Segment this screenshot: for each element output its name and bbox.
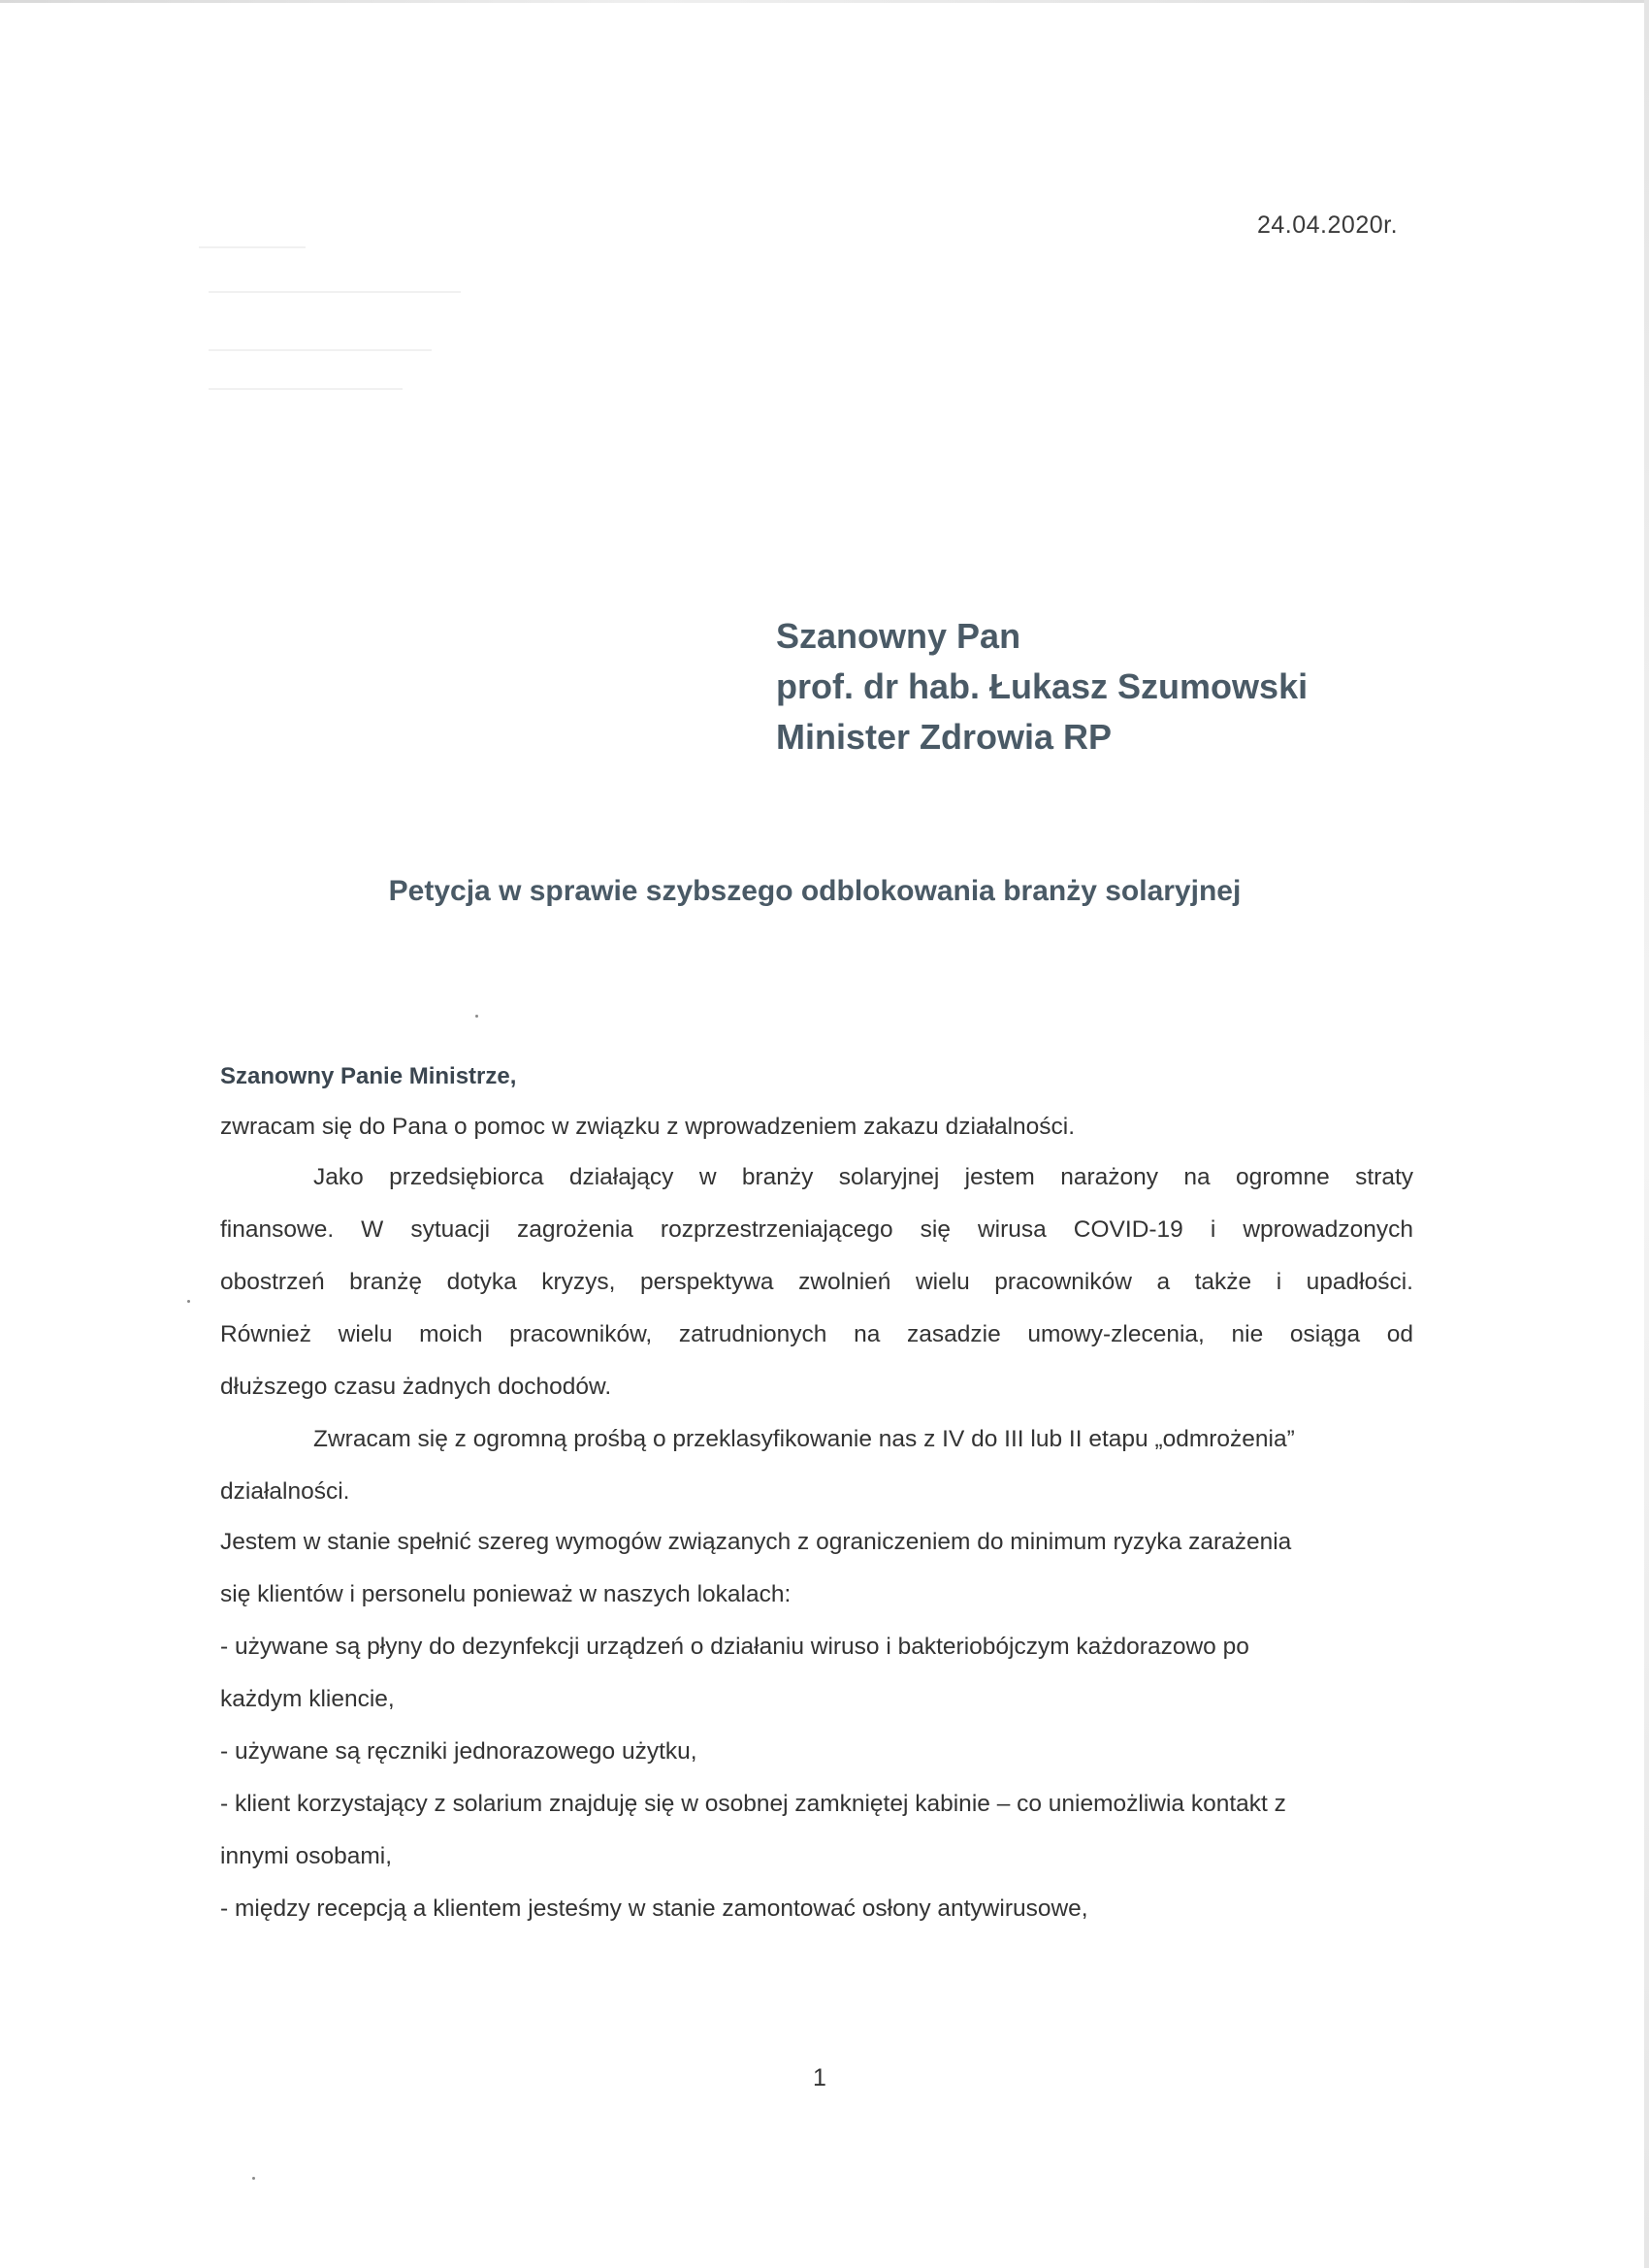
body-line: - używane są ręczniki jednorazowego użytku,	[220, 1738, 697, 1765]
scan-edge-top	[0, 0, 1649, 3]
body-line: - używane są płyny do dezynfekcji urządzeń o działaniu wiruso i bakteriobójczym każdorazowo po	[220, 1634, 1249, 1660]
body-line: zwracam się do Pana o pomoc w związku z wprowadzeniem zakazu działalności.	[220, 1114, 1076, 1140]
scan-speck	[475, 1015, 478, 1018]
scan-edge-right	[1644, 0, 1649, 2268]
body-line: każdym kliencie,	[220, 1686, 395, 1712]
scan-speck	[252, 2177, 255, 2180]
body-line: Zwracam się z ogromną prośbą o przeklasyfikowanie nas z IV do III lub II etapu „odmrożenia”	[313, 1426, 1295, 1452]
body-line: się klientów i personelu ponieważ w naszych lokalach:	[220, 1581, 792, 1607]
body-line: Jestem w stanie spełnić szereg wymogów związanych z ograniczeniem do minimum ryzyka zarażenia	[220, 1529, 1292, 1555]
body-line: dłuższego czasu żadnych dochodów.	[220, 1374, 612, 1400]
scan-speck	[187, 1300, 190, 1303]
body-line: - między recepcją a klientem jesteśmy w stanie zamontować osłony antywirusowe,	[220, 1895, 1088, 1922]
addressee-greeting: Szanowny Pan	[776, 616, 1021, 656]
body-line: obostrzeń branżę dotyka kryzys, perspektywa zwolnień wielu pracowników a także i upadłości.	[220, 1269, 1413, 1295]
addressee-block	[776, 611, 1308, 762]
document-title: Petycja w sprawie szybszego odblokowania branży solaryjnej	[388, 875, 1242, 907]
salutation: Szanowny Panie Ministrze,	[220, 1063, 517, 1089]
body-line: działalności.	[220, 1478, 350, 1505]
body-line: Jako przedsiębiorca działający w branży solaryjnej jestem narażony na ogromne straty	[313, 1164, 1413, 1190]
addressee-position: Minister Zdrowia RP	[776, 717, 1113, 757]
page-number: 1	[813, 2064, 826, 2091]
body-line: finansowe. W sytuacji zagrożenia rozprzestrzeniającego się wirusa COVID-19 i wprowadzonych	[220, 1216, 1413, 1243]
body-line: Również wielu moich pracowników, zatrudnionych na zasadzie umowy-zlecenia, nie osiąga od	[220, 1321, 1413, 1347]
body-line: innymi osobami,	[220, 1843, 393, 1869]
faded-stamp-area	[199, 243, 490, 407]
addressee-name: prof. dr hab. Łukasz Szumowski	[776, 666, 1309, 706]
body-line: - klient korzystający z solarium znajduję się w osobnej zamkniętej kabinie – co uniemożliwia kontakt z	[220, 1791, 1286, 1817]
letter-date: 24.04.2020r.	[1257, 211, 1399, 239]
letter-body	[220, 1114, 1413, 1938]
